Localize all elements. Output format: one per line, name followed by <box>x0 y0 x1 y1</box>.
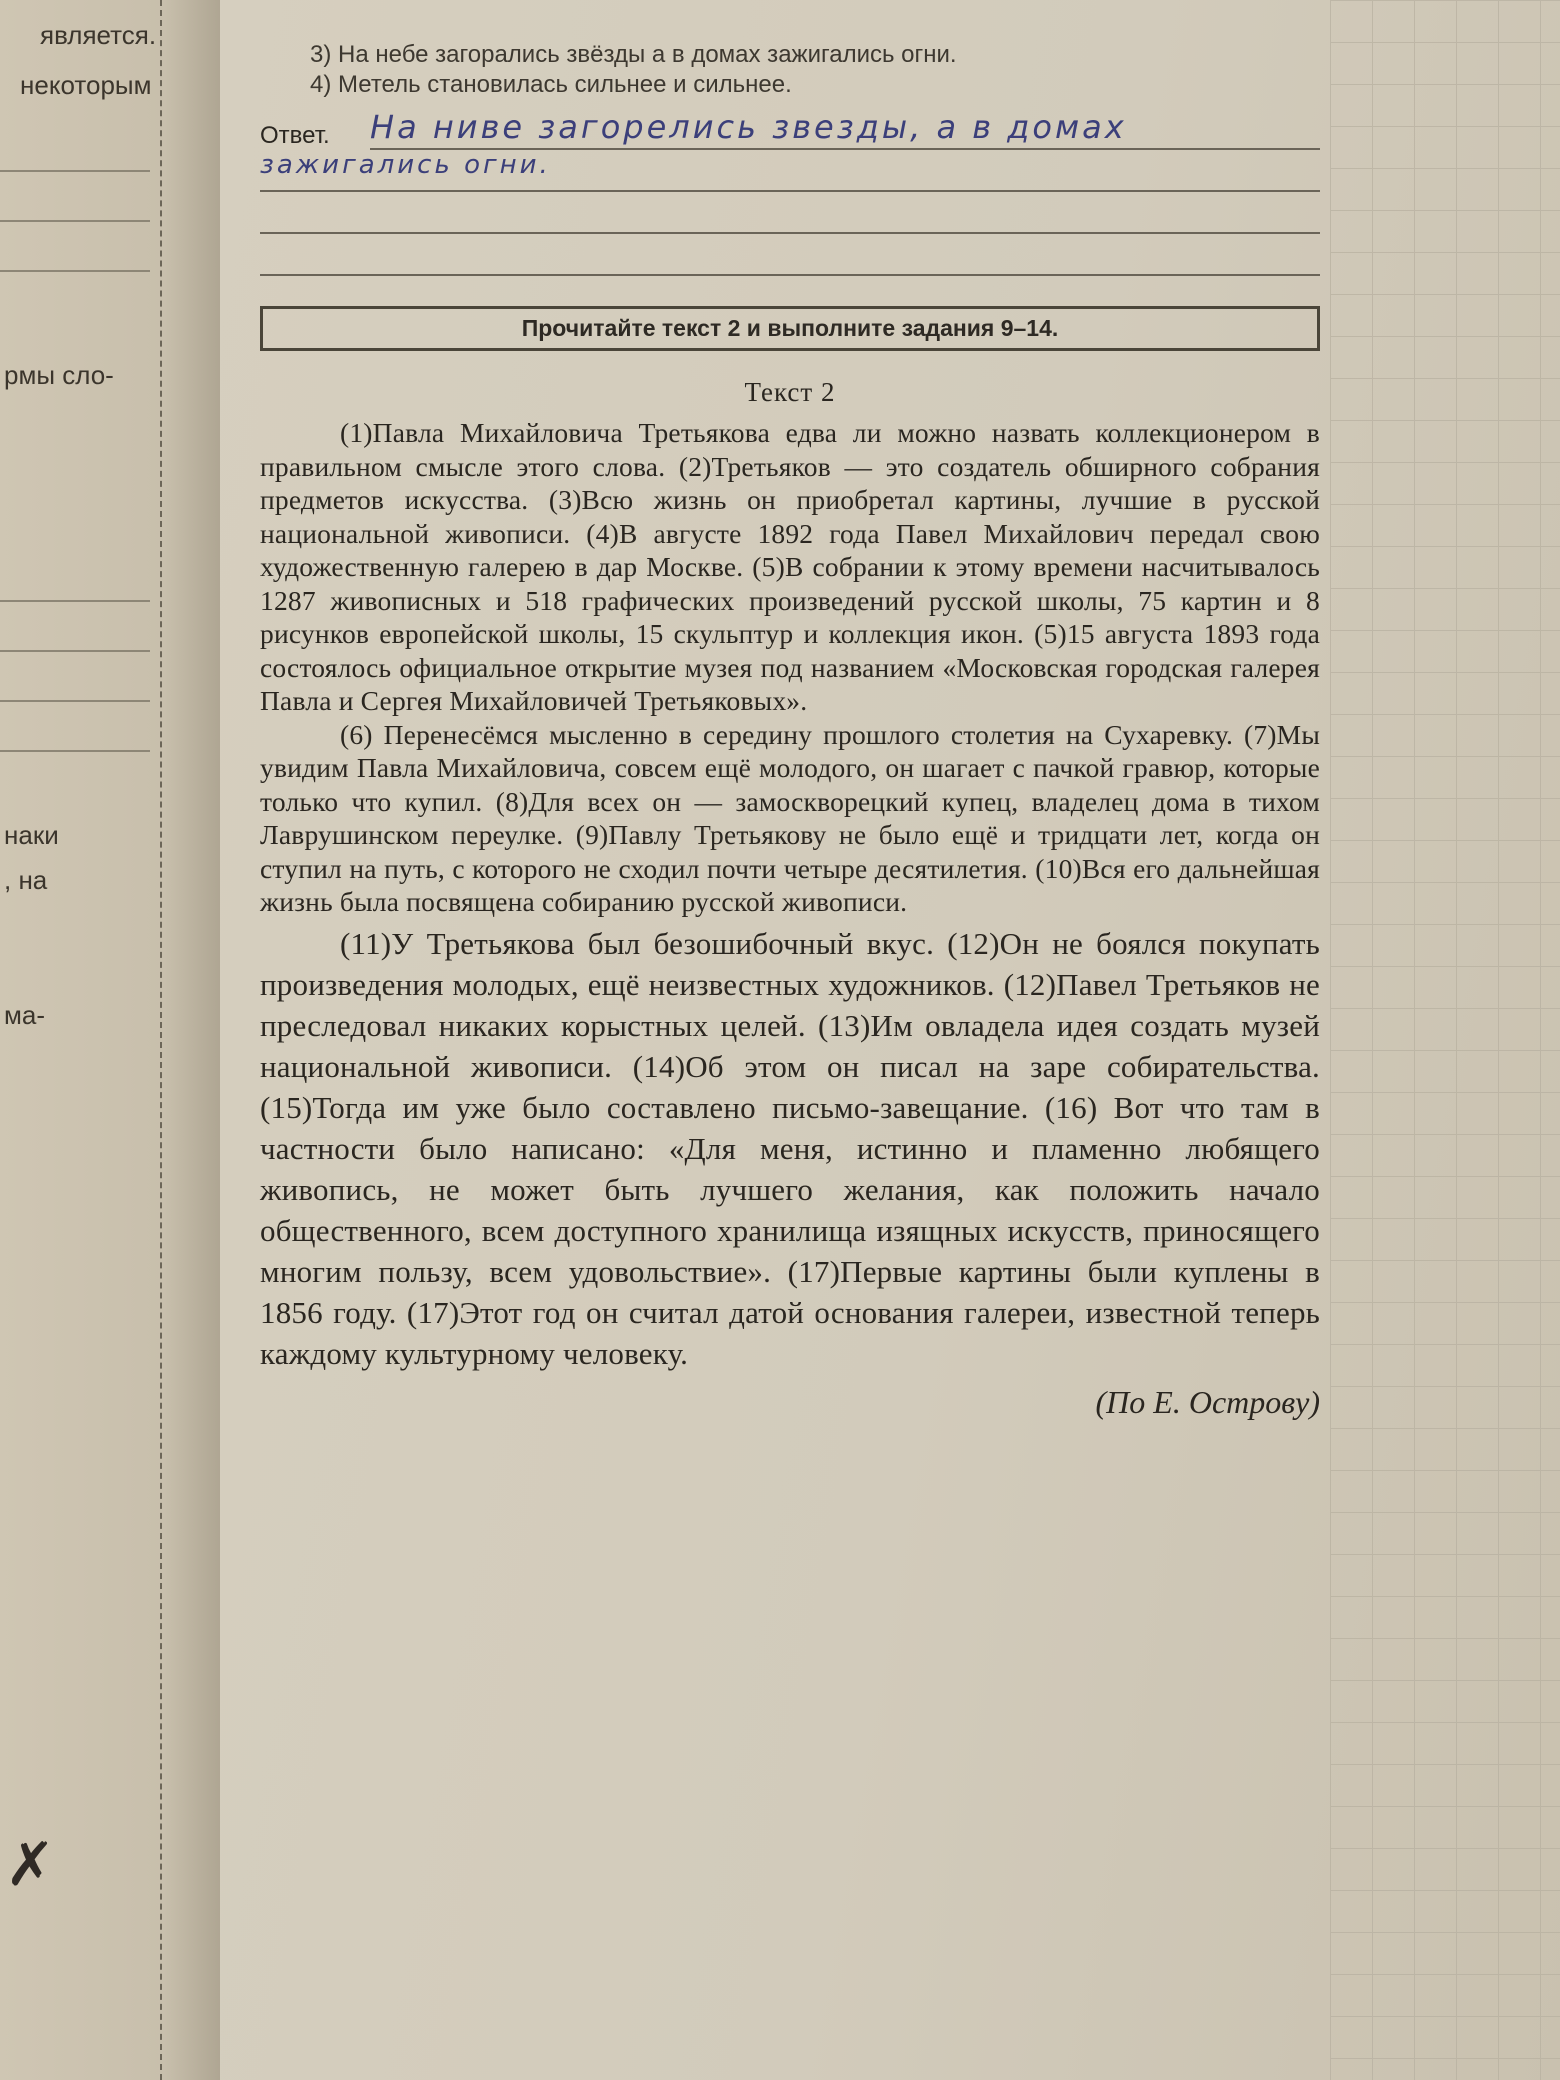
option-4: 4) Метель становилась сильнее и сильнее. <box>310 71 792 98</box>
pencil-mark: ✗ <box>5 1830 56 1900</box>
answer-row <box>260 108 1320 150</box>
answer-line-4[interactable] <box>260 234 1320 276</box>
source-attribution: (По Е. Острову) <box>1095 1383 1320 1420</box>
handwritten-answer-1: На ниве загорелись звезды, а в домах <box>370 108 1127 146</box>
text-title: Текст 2 <box>744 377 836 407</box>
grid-paper <box>1330 0 1560 2080</box>
left-fragment: рмы сло- <box>4 360 114 390</box>
left-page <box>0 0 235 2080</box>
paragraph-2: (6) Перенесёмся мысленно в середину прошлого столетия на Сухаревку. (7)Мы увидим Павла Михайловича, совсем ещё молодого, он шагает с пачкой гравюр, которые только что купил. (8)Для всех он — замоскворецкий купец, владелец дома в тихом Лаврушинском переулке. (9)Павлу Третьякову не было ещё и тридцати лет, когда он ступил на путь, с которого не сходил почти четыре десятилетия. (10)Вся его дальнейшая жизнь была посвящена собиранию русской живописи. <box>260 718 1320 917</box>
paragraph-1: (1)Павла Михайловича Третьякова едва ли можно назвать коллекционером в правильном смысле этого слова. (2)Третьяков — это создатель обширного собрания предметов искусства. (3)Всю жизнь он приобретал картины, лучшие в русской национальной живописи. (4)В августе 1892 года Павел Михайлович передал свою художественную галерею в дар Москве. (5)В собрании к этому времени насчитывалось 1287 живописных и 518 графических произведений русской школы, 75 картин и 8 рисунков европейской школы, 15 скульптур и коллекция икон. (5)15 августа 1893 года состоялось официальное открытие музея под названием «Московская городская галерея Павла и Сергея Михайловичей Третьяковых». <box>260 417 1320 716</box>
left-fragment: наки <box>4 820 59 850</box>
cut-line <box>160 0 162 2080</box>
answer-line-1[interactable] <box>370 108 1320 150</box>
handwritten-answer-2: зажигались огни. <box>260 150 551 180</box>
answer-line-2[interactable] <box>260 150 1320 192</box>
left-fragment: является. <box>40 20 157 50</box>
page-content <box>260 40 1320 1421</box>
left-fragment: некоторым <box>20 70 152 100</box>
paragraph-3: (11)У Третьякова был безошибочный вкус. (12)Он не боялся покупать произведения молодых, ещё неизвестных художников. (12)Павел Третьяков не преследовал никаких корыстных целей. (13)Им овладела идея создать музей национальной живописи. (14)Об этом он писал на заре собирательства. (15)Тогда им уже было составлено письмо-завещание. (16) Вот что там в частности было написано: «Для меня, истинно и пламенно любящего живопись, не может быть лучшего желания, как положить начало общественного, всем доступного хранилища изящных искусств, приносящего многим пользу, всем удовольствие». (17)Первые картины были куплены в 1856 году. (17)Этот год он считал датой основания галереи, известной теперь каждому культурному человеку. <box>260 925 1320 1371</box>
answer-label: Ответ. <box>260 122 330 149</box>
left-fragment: ма- <box>4 1000 45 1030</box>
left-fragment: , на <box>4 865 48 895</box>
worksheet-page <box>220 0 1560 2080</box>
option-3: 3) На небе загорались звёзды а в домах зажигались огни. <box>310 41 957 68</box>
instruction-box: Прочитайте текст 2 и выполните задания 9–14. <box>260 306 1320 351</box>
answer-line-3[interactable] <box>260 192 1320 234</box>
